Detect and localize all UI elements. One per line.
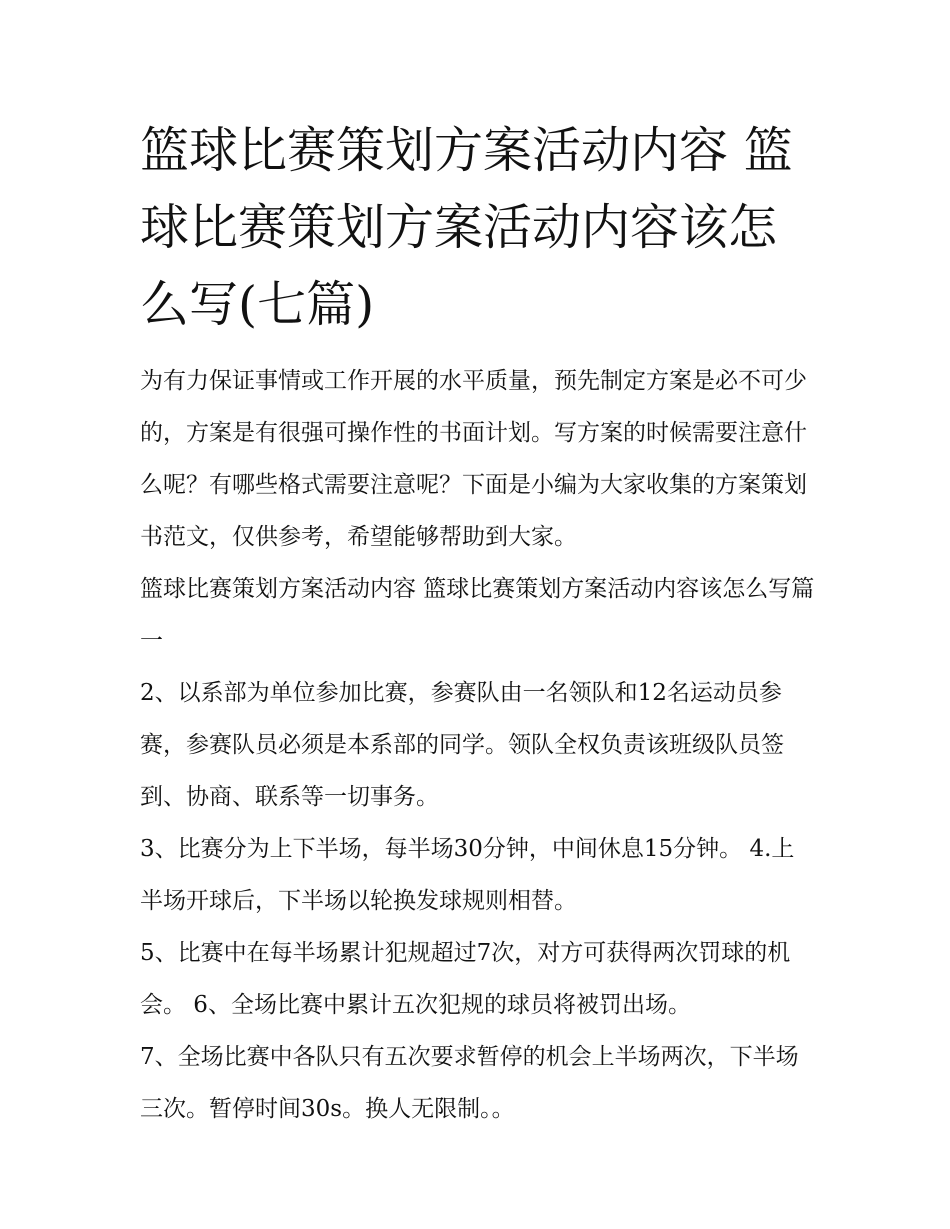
paragraph-rule-2: 2、以系部为单位参加比赛，参赛队由一名领队和12名运动员参赛，参赛队员必须是本系部的同学。领队全权负责该班级队员签到、协商、联系等一切事务。	[140, 680, 784, 810]
intro-paragraph: 为有力保证事情或工作开展的水平质量，预先制定方案是必不可少的，方案是有很强可操作性的书面计划。写方案的时候需要注意什么呢？有哪些格式需要注意呢？下面是小编为大家收集的方案策划书范文，仅供参考，希望能够帮助到大家。	[140, 368, 807, 550]
section-title: 篮球比赛策划方案活动内容 篮球比赛策划方案活动内容该怎么写篇一	[140, 576, 815, 654]
document-page	[140, 112, 815, 1135]
paragraph-rule-7: 7、全场比赛中各队只有五次要求暂停的机会上半场两次，下半场三次。暂停时间30s。换人无限制。。	[140, 1044, 799, 1122]
paragraph-rule-3-4: 3、比赛分为上下半场，每半场30分钟，中间休息15分钟。 4.上半场开球后，下半场以轮换发球规则相替。	[140, 836, 795, 914]
document-title: 篮球比赛策划方案活动内容 篮球比赛策划方案活动内容该怎么写(七篇)	[140, 122, 793, 333]
paragraph-rule-5-6: 5、比赛中在每半场累计犯规超过7次，对方可获得两次罚球的机会。 6、全场比赛中累计五次犯规的球员将被罚出场。	[140, 940, 791, 1018]
